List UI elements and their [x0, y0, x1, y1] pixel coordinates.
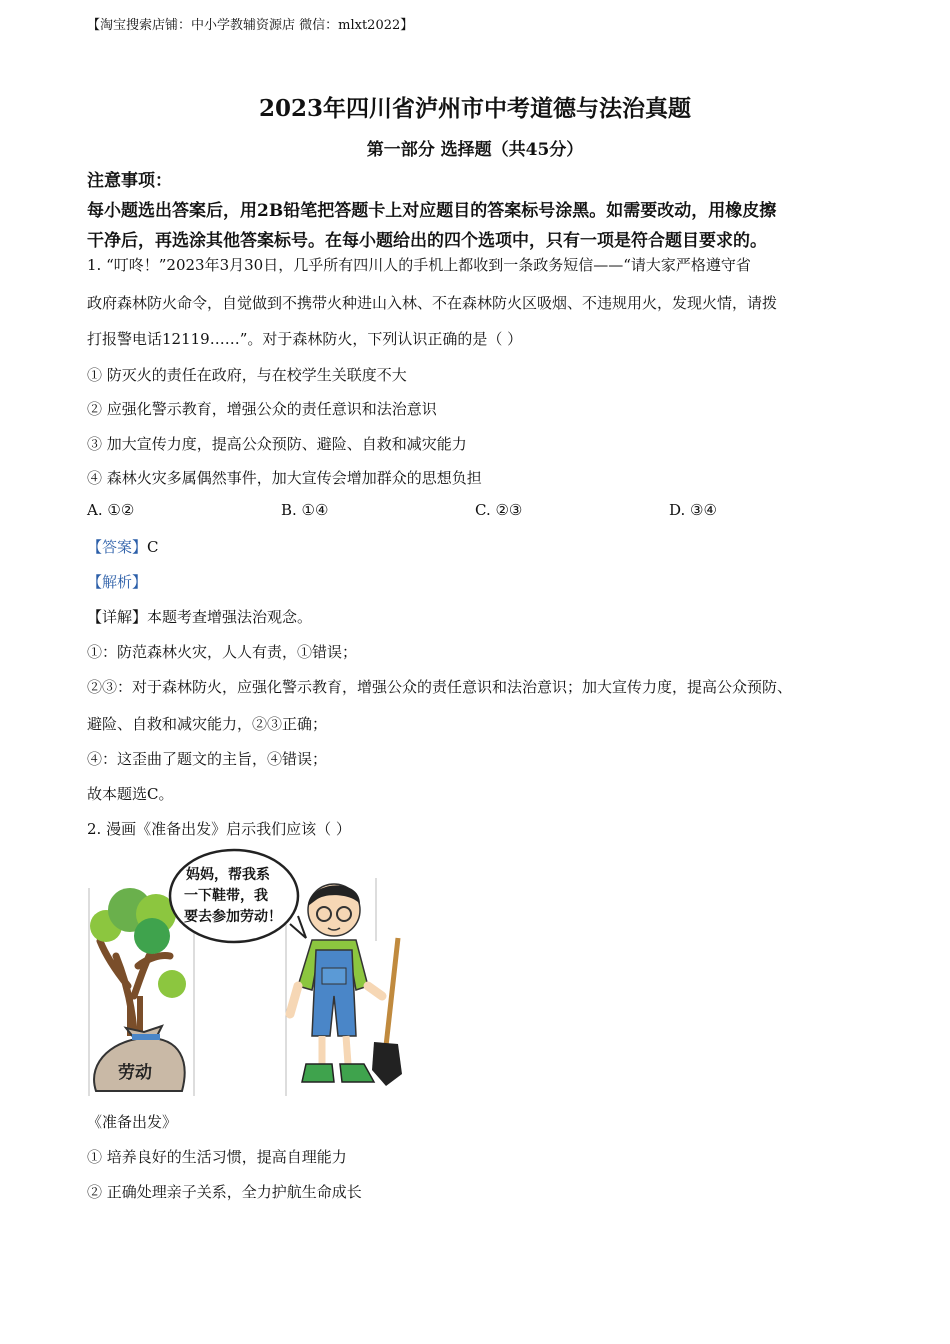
q1-item-1: ① 防灭火的责任在政府，与在校学生关联度不大 [87, 366, 407, 384]
cartoon-caption: 《准备出发》 [87, 1113, 178, 1131]
section-subtitle: 第一部分 选择题（共45分） [366, 140, 584, 160]
q1-explanation-2a: ②③：对于森林防火，应强化警示教育，增强公众的责任意识和法治意识；加大宣传力度，提高公众预防、 [87, 678, 793, 696]
q1-explanation-3: ④：这歪曲了题文的主旨，④错误； [87, 750, 328, 768]
detail-text: 本题考查增强法治观念。 [147, 608, 313, 626]
q1-detail [87, 606, 312, 627]
q1-stem-line-1: 1. “叮咚！”2023年3月30日，几乎所有四川人的手机上都收到一条政务短信——“请大家严格遵守省 [87, 256, 751, 274]
q2-stem: 2. 漫画《准备出发》启示我们应该（ ） [87, 820, 351, 838]
q1-choice-b: B. ①④ [281, 501, 329, 519]
analysis-label: 【解析】 [87, 573, 148, 591]
notice-line-2: 干净后，再选涂其他答案标号。在每小题给出的四个选项中，只有一项是符合题目要求的。 [87, 231, 767, 251]
q1-item-4: ④ 森林火灾多属偶然事件，加大宣传会增加群众的思想负担 [87, 469, 482, 487]
detail-label: 【详解】 [87, 608, 148, 626]
q1-explanation-1: ①：防范森林火灾，人人有责，①错误； [87, 643, 358, 661]
answer-label: 【答案】 [87, 538, 148, 556]
q1-item-3: ③ 加大宣传力度，提高公众预防、避险、自救和减灾能力 [87, 435, 467, 453]
q2-item-2: ② 正确处理亲子关系，全力护航生命成长 [87, 1183, 362, 1201]
page-title: 2023年四川省泸州市中考道德与法治真题 [258, 95, 691, 122]
q1-explanation-2b: 避险、自救和减灾能力，②③正确； [87, 715, 328, 733]
q1-choice-d: D. ③④ [669, 501, 717, 519]
q1-choice-a: A. ①② [87, 501, 135, 519]
q1-stem-line-3: 打报警电话12119……”。对于森林防火，下列认识正确的是（ ） [87, 330, 523, 348]
q1-item-2: ② 应强化警示教育，增强公众的责任意识和法治意识 [87, 400, 437, 418]
bubble-line-1: 妈妈，帮我系 [186, 867, 270, 883]
notice-heading: 注意事项： [87, 171, 172, 191]
bubble-line-3: 要去参加劳动！ [184, 909, 282, 925]
bubble-line-2: 一下鞋带，我 [184, 888, 268, 904]
q2-item-1: ① 培养良好的生活习惯，提高自理能力 [87, 1148, 347, 1166]
q1-choice-c: C. ②③ [475, 501, 523, 519]
q1-stem-line-2: 政府森林防火命令，自觉做到不携带火种进山入林、不在森林防火区吸烟、不违规用火，发现火情，请拨 [87, 294, 778, 312]
header-note: 【淘宝搜索店铺：中小学教辅资源店 微信：mlxt2022】 [87, 18, 414, 33]
boy-figure-icon [290, 884, 402, 1086]
q1-conclusion: 故本题选C。 [87, 785, 174, 803]
sack-icon [94, 1026, 185, 1091]
notice-line-1: 每小题选出答案后，用2B铅笔把答题卡上对应题目的答案标号涂黑。如需要改动，用橡皮擦 [87, 201, 777, 221]
bag-label: 劳动 [118, 1063, 152, 1083]
cartoon-illustration [86, 846, 410, 1100]
answer-value: C [147, 538, 159, 556]
q1-answer [87, 536, 159, 557]
svg-text:妈妈，帮我系 一下鞋带，我 要去参加 [184, 866, 282, 925]
